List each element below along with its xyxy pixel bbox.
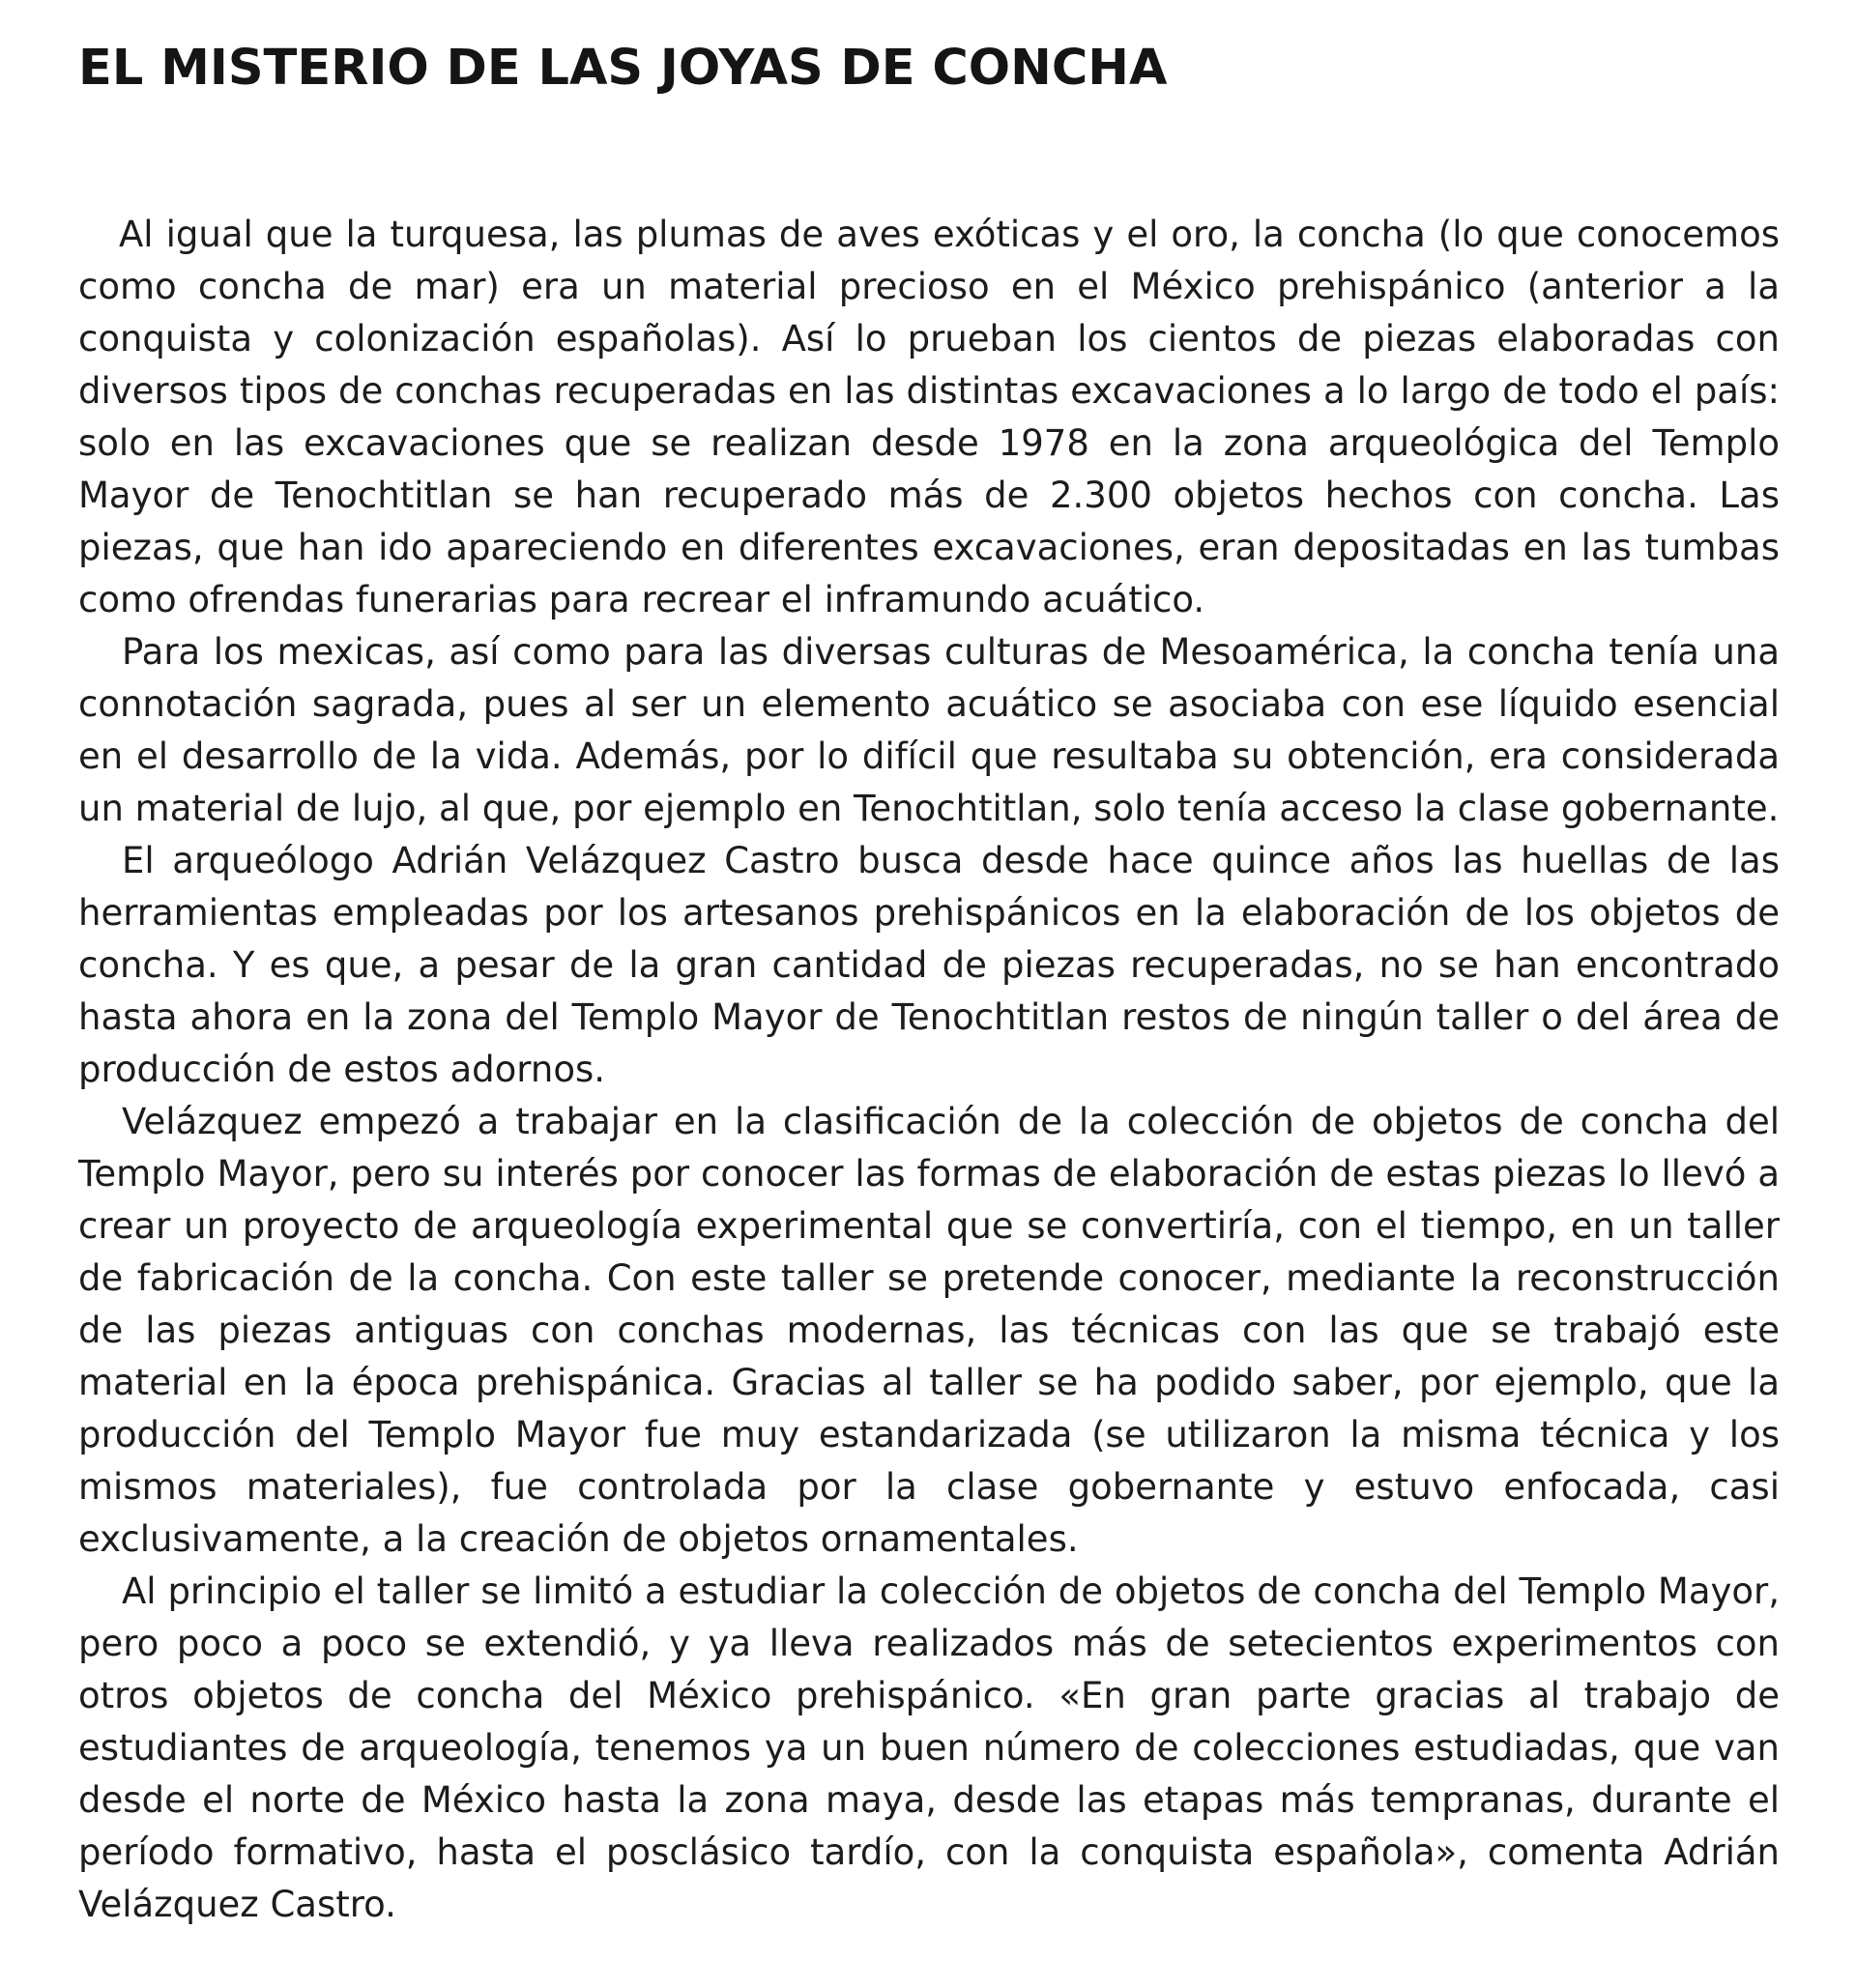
paragraph-2: Para los mexicas, así como para las diversas culturas de Mesoamérica, la concha tenía una connotación sagrada, pues al ser un elemento acuático se asociaba con ese líquido esencial en el desarrollo de la vida. Además, por lo difícil que resultaba su obtención, era considerada un material de lujo, al que, por ejemplo en Tenochtitlan, solo tenía acceso la clase gobernante.: [78, 631, 1780, 829]
paragraph-4: Velázquez empezó a trabajar en la clasificación de la colección de objetos de concha del Templo Mayor, pero su interés por conocer las formas de elaboración de estas piezas lo llevó a crear un proyecto de arqueología experimental que se convertiría, con el tiempo, en un taller de fabricación de la concha. Con este taller se pretende conocer, mediante la reconstrucción de las piezas antiguas con conchas modernas, las técnicas con las que se trabajó este material en la época prehispánica. Gracias al taller se ha podido saber, por ejemplo, que la producción del Templo Mayor fue muy estandarizada (se utilizaron la misma técnica y los mismos materiales), fue controlada por la clase gobernante y estuvo enfocada, casi exclusivamente, a la creación de objetos ornamentales.: [78, 1101, 1780, 1560]
document-title: EL MISTERIO DE LAS JOYAS DE CONCHA: [78, 40, 1168, 97]
paragraph-3: El arqueólogo Adrián Velázquez Castro busca desde hace quince años las huellas de las herramientas empleadas por los artesanos prehispánicos en la elaboración de los objetos de concha. Y es que, a pesar de la gran cantidad de piezas recuperadas, no se han encontrado hasta ahora en la zona del Templo Mayor de Tenochtitlan restos de ningún taller o del área de producción de estos adornos.: [78, 840, 1780, 1090]
document-page: [78, 35, 1780, 1931]
paragraph-1: Al igual que la turquesa, las plumas de aves exóticas y el oro, la concha (lo que conocemos como concha de mar) era un material precioso en el México prehispánico (anterior a la conquista y colonización españolas). Así lo prueban los cientos de piezas elaboradas con diversos tipos de conchas recuperadas en las distintas excavaciones a lo largo de todo el país: solo en las excavaciones que se realizan desde 1978 en la zona arqueológica del Templo Mayor de Tenochtitlan se han recuperado más de 2.300 objetos hechos con concha. Las piezas, que han ido apareciendo en diferentes excavaciones, eran depositadas en las tumbas como ofrendas funerarias para recrear el inframundo acuático.: [78, 214, 1780, 620]
paragraph-5: Al principio el taller se limitó a estudiar la colección de objetos de concha del Templo Mayor, pero poco a poco se extendió, y ya lleva realizados más de setecientos experimentos con otros objetos de concha del México prehispánico. «En gran parte gracias al trabajo de estudiantes de arqueología, tenemos ya un buen número de colecciones estudiadas, que van desde el norte de México hasta la zona maya, desde las etapas más tempranas, durante el período formativo, hasta el posclásico tardío, con la conquista española», comenta Adrián Velázquez Castro.: [78, 1570, 1780, 1925]
document-body: [78, 209, 1780, 1931]
